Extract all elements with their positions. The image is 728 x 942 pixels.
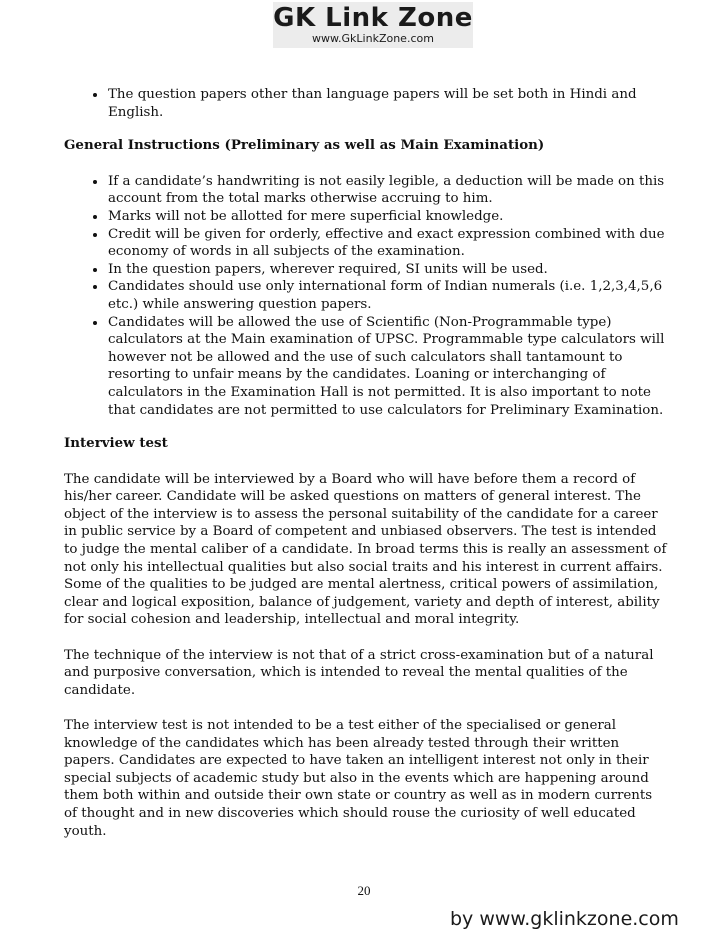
list-item: • In the question papers, wherever required, SI units will be used.: [107, 261, 668, 279]
list-item: • Candidates will be allowed the use of Scientific (Non-Programmable type) calculators at the Main examination of UPSC. Programmable type calculators will however not be allowed and the use of such calculators shall tantamount to resorting to unfair means by the candidates. Loaning or interchanging of calculators in the Examination Hall is not permitted. It is also important to note that candidates are not permitted to use calculators for Preliminary Examination.: [107, 314, 668, 420]
list-item: • If a candidate’s handwriting is not easily legible, a deduction will be made on this account from the total marks otherwise accruing to him.: [107, 173, 668, 208]
interview-paragraph: The technique of the interview is not that of a strict cross-examination but of a natural and purposive conversation, which is intended to reveal the mental qualities of the candidate.: [64, 647, 654, 698]
general-instructions-heading: General Instructions (Preliminary as well as Main Examination): [64, 137, 545, 154]
instructions-list: [64, 173, 668, 419]
list-item: • The question papers other than language papers will be set both in Hindi and English.: [107, 86, 668, 121]
intro-bullet-list: [64, 86, 668, 121]
site-logo: [273, 2, 473, 48]
list-item: • Marks will not be allotted for mere superficial knowledge.: [107, 208, 668, 226]
interview-paragraph: The candidate will be interviewed by a Board who will have before them a record of his/her career. Candidate will be asked questions on matters of general interest. The object of the interview is to assess the personal suitability of the candidate for a career in public service by a Board of competent and unbiased observers. The test is intended to judge the mental caliber of a candidate. In broad terms this is really an assessment of not only his intellectual qualities but also social traits and his interest in current affairs. Some of the qualities to be judged are mental alertness, critical powers of assimilation, clear and logical exposition, balance of judgement, variety and depth of interest, ability for social cohesion and leadership, intellectual and moral integrity.: [64, 471, 667, 628]
interview-paragraph: The interview test is not intended to be a test either of the specialised or general knowledge of the candidates which has been already tested through their written papers. Candidates are expected to have taken an intelligent interest not only in their special subjects of academic study but also in the events which are happening around them both within and outside their own state or country as well as in modern currents of thought and in new discoveries which should rouse the curiosity of well educated youth.: [64, 718, 653, 839]
footer-watermark: by www.gklinkzone.com: [450, 908, 679, 930]
interview-test-heading: Interview test: [64, 435, 168, 452]
list-item: • Credit will be given for orderly, effective and exact expression combined with due economy of words in all subjects of the examination.: [107, 226, 668, 261]
page-number: 20: [357, 883, 371, 898]
logo-url: www.GkLinkZone.com: [312, 32, 434, 45]
list-item: • Candidates should use only international form of Indian numerals (i.e. 1,2,3,4,5,6 etc.) while answering question papers.: [107, 278, 668, 313]
document-body: [64, 86, 668, 858]
logo-title: GK Link Zone: [273, 3, 473, 33]
